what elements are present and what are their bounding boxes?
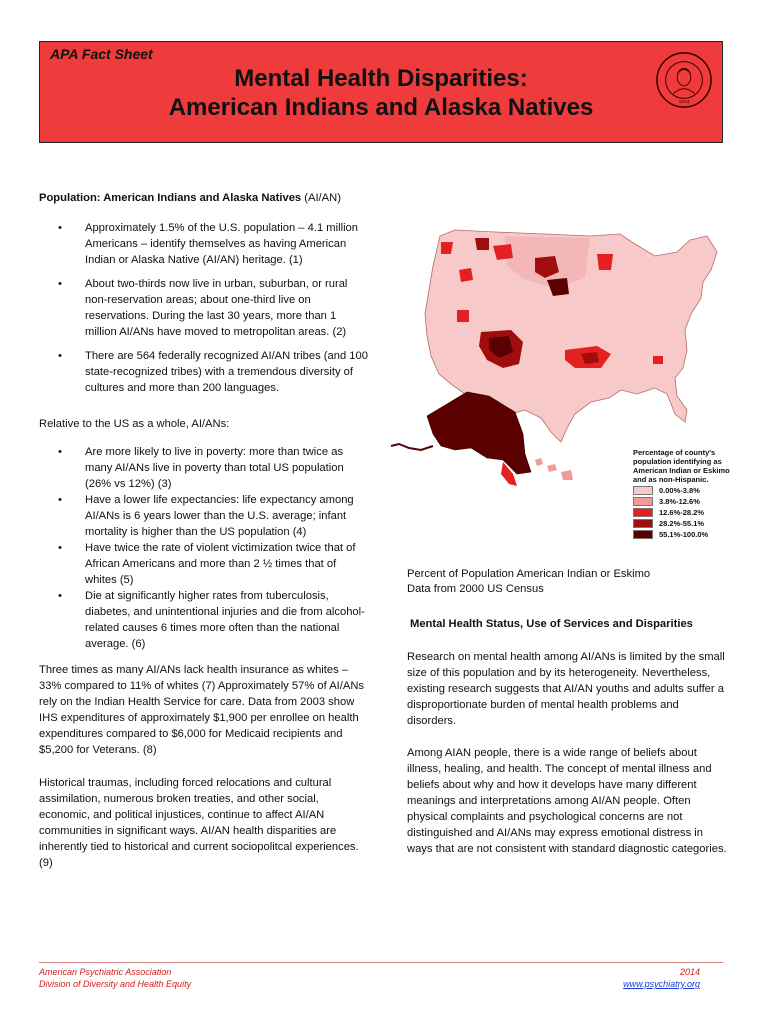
footer-org: American Psychiatric Association (39, 967, 172, 977)
legend-row (633, 530, 733, 539)
nevada-region (457, 310, 469, 322)
mental-health-paragraph-2: Among AIAN people, there is a wide range of beliefs about illness, healing, and health. The concept of mental illness and beliefs about why and how it develops have many different meanings and interpretations among AI/AN people. Often physical complaints and psychological concerns are not distinguished and AI/ANs may express emotional distress in ways that are not consistent with standard diagnostic categories. (407, 747, 727, 855)
list-item: • Approximately 1.5% of the U.S. population – 4.1 million Americans – identify themselves as having American Indian or Alaska Native (AI/AN) heritage. (1) (39, 220, 369, 268)
left-column (39, 190, 369, 871)
legend-label: 55.1%-100.0% (659, 530, 709, 539)
legend-swatch (633, 519, 653, 528)
population-list (39, 220, 369, 396)
north-carolina-region (653, 356, 663, 364)
legend-row (633, 497, 733, 506)
header-banner (39, 41, 723, 143)
list-item: • Are more likely to live in poverty: more than twice as many AI/ANs live in poverty than total US population (26% vs 12%) (3) (39, 444, 369, 492)
legend-row (633, 508, 733, 517)
legend-swatch (633, 497, 653, 506)
map-caption (407, 567, 727, 597)
map-legend (633, 448, 733, 539)
mental-health-paragraph-1: Research on mental health among AI/ANs is limited by the small size of this population and by its heterogeneity. Nevertheless, existing research suggests that AI/AN youths and adults suffer a disproportionate burden of mental health problems and disorders. (407, 651, 725, 727)
title-line-1: Mental Health Disparities: (234, 65, 528, 92)
idaho-region (459, 268, 473, 282)
montana-core (475, 238, 489, 250)
minnesota-region (597, 254, 613, 270)
population-heading-bold: Population: American Indians and Alaska Natives (39, 192, 305, 204)
footer-right (623, 966, 700, 990)
mental-health-heading: Mental Health Status, Use of Services and Disparities (410, 618, 693, 630)
legend-label: 12.6%-28.2% (659, 508, 705, 517)
trauma-paragraph: Historical traumas, including forced relocations and cultural assimilation, numerous broken treaties, and other social, economic, and political injustices, continue to affect AI/AN communities in significant ways. AI/AN health disparities are inherently tied to historical and current sociopolitcal experiences. (9) (39, 777, 359, 869)
footer-division: Division of Diversity and Health Equity (39, 979, 192, 989)
legend-label: 3.8%-12.6% (659, 497, 700, 506)
legend-swatch (633, 486, 653, 495)
list-item: • Have a lower life expectancies: life expectancy among AI/ANs is 6 years lower than the U.S. average; infant mortality is higher than the US population (4) (39, 492, 369, 540)
page-title (40, 64, 722, 122)
legend-title: Percentage of county's population identifying as American Indian or Eskimo and as non-Hispanic. (633, 448, 730, 484)
washington-region (441, 242, 453, 254)
caption-line-2: Data from 2000 US Census (407, 583, 544, 595)
list-item: • There are 564 federally recognized AI/AN tribes (and 100 state-recognized tribes) with a tremendous diversity of cultures and more than 200 languages. (39, 348, 369, 396)
legend-row (633, 519, 733, 528)
relative-intro: Relative to the US as a whole, AI/ANs: (39, 418, 230, 430)
footer-year: 2014 (679, 967, 700, 977)
fact-sheet-tag: APA Fact Sheet (50, 46, 153, 62)
legend-label: 28.2%-55.1% (659, 519, 705, 528)
legend-label: 0.00%-3.8% (659, 486, 700, 495)
hawaii-islands (535, 458, 573, 480)
footer-divider (39, 962, 723, 963)
relative-list (39, 444, 369, 652)
legend-swatch (633, 508, 653, 517)
list-item: • About two-thirds now live in urban, suburban, or rural non-reservation areas; about one-third live on reservations. During the last 30 years, more than 1 million AI/ANs have moved to metropolitan areas. (2) (39, 276, 369, 340)
right-column (407, 616, 729, 857)
seal-year: 1844 (678, 100, 690, 106)
legend-swatch (633, 530, 653, 539)
population-heading-abbrev: (AI/AN) (304, 192, 341, 204)
footer-url-link[interactable]: www.psychiatry.org (623, 979, 700, 989)
list-item: • Have twice the rate of violent victimization twice that of African Americans and more than 2 ½ times that of whites (5) (39, 540, 369, 588)
title-line-2: American Indians and Alaska Natives (168, 94, 594, 121)
legend-row (633, 486, 733, 495)
caption-line-1: Percent of Population American Indian or Eskimo (407, 568, 651, 580)
footer-left (39, 966, 191, 990)
insurance-paragraph: Three times as many AI/ANs lack health insurance as whites – 33% compared to 11% of whites (7) Approximately 57% of AI/ANs rely on the Indian Health Service for care. Data from 2003 show IHS expenditures of approximately $1,900 per enrollee on health expenditures compared to $6,000 for Medicaid recipients and $5,200 for Veterans. (8) (39, 664, 365, 756)
apa-seal-logo (655, 51, 713, 109)
population-heading (39, 190, 369, 206)
list-item: • Die at significantly higher rates from tuberculosis, diabetes, and unintentional injuries and die from alcohol-related causes 6 times more often than the national average. (6) (39, 588, 369, 652)
aleutian-islands (391, 444, 433, 450)
